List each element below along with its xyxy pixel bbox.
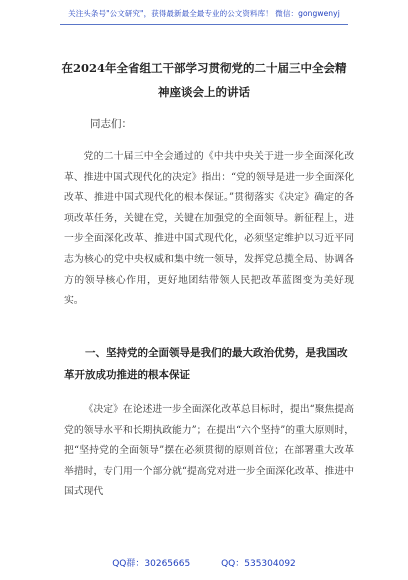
footer-contact bbox=[0, 556, 408, 569]
body-paragraph-1: 党的二十届三中全会通过的《中共中央关于进一步全面深化改革、推进中国式现代化的决定》指出：“党的领导是进一步全面深化改革、推进中国式现代化的根本保证。”贯彻落实《决定》确定的各项改革任务，关键在党，关键在加强党的全面领导。新征程上，进一步全面深化改革、推进中国式现代化，必须坚定维护以习近平同志为核心的党中央权威和集中统一领导，发挥党总揽全局、协调各方的领导核心作用，更好地团结带领人民把改革蓝图变为美好现实。 bbox=[64, 151, 354, 307]
document-title: 在2024年全省组工干部学习贯彻党的二十届三中全会精神座谈会上的讲话 bbox=[61, 61, 347, 99]
header-banner: 关注头条号"公文研究"，获得最新最全最专业的公文资料库！ 微信：gongwenyj bbox=[68, 9, 340, 18]
section-heading-1: 一、坚持党的全面领导是我们的最大政治优势，是我国改革开放成功推进的根本保证 bbox=[64, 347, 348, 381]
footer-qq-group: QQ群：30265665 bbox=[112, 559, 191, 569]
salutation: 同志们： bbox=[90, 118, 132, 130]
body-paragraph-2: 《决定》在论述进一步全面深化改革总目标时，提出“聚焦提高党的领导水平和长期执政能力”；在提出“六个坚持”的重大原则时，把“坚持党的全面领导”摆在必须贯彻的原则首位；在部署重大改革举措时，专门用一个部分就“提高党对进一步全面深化改革、推进中国式现代 bbox=[64, 404, 354, 498]
footer-qq: QQ：535304092 bbox=[221, 559, 296, 569]
header-divider bbox=[60, 24, 348, 25]
